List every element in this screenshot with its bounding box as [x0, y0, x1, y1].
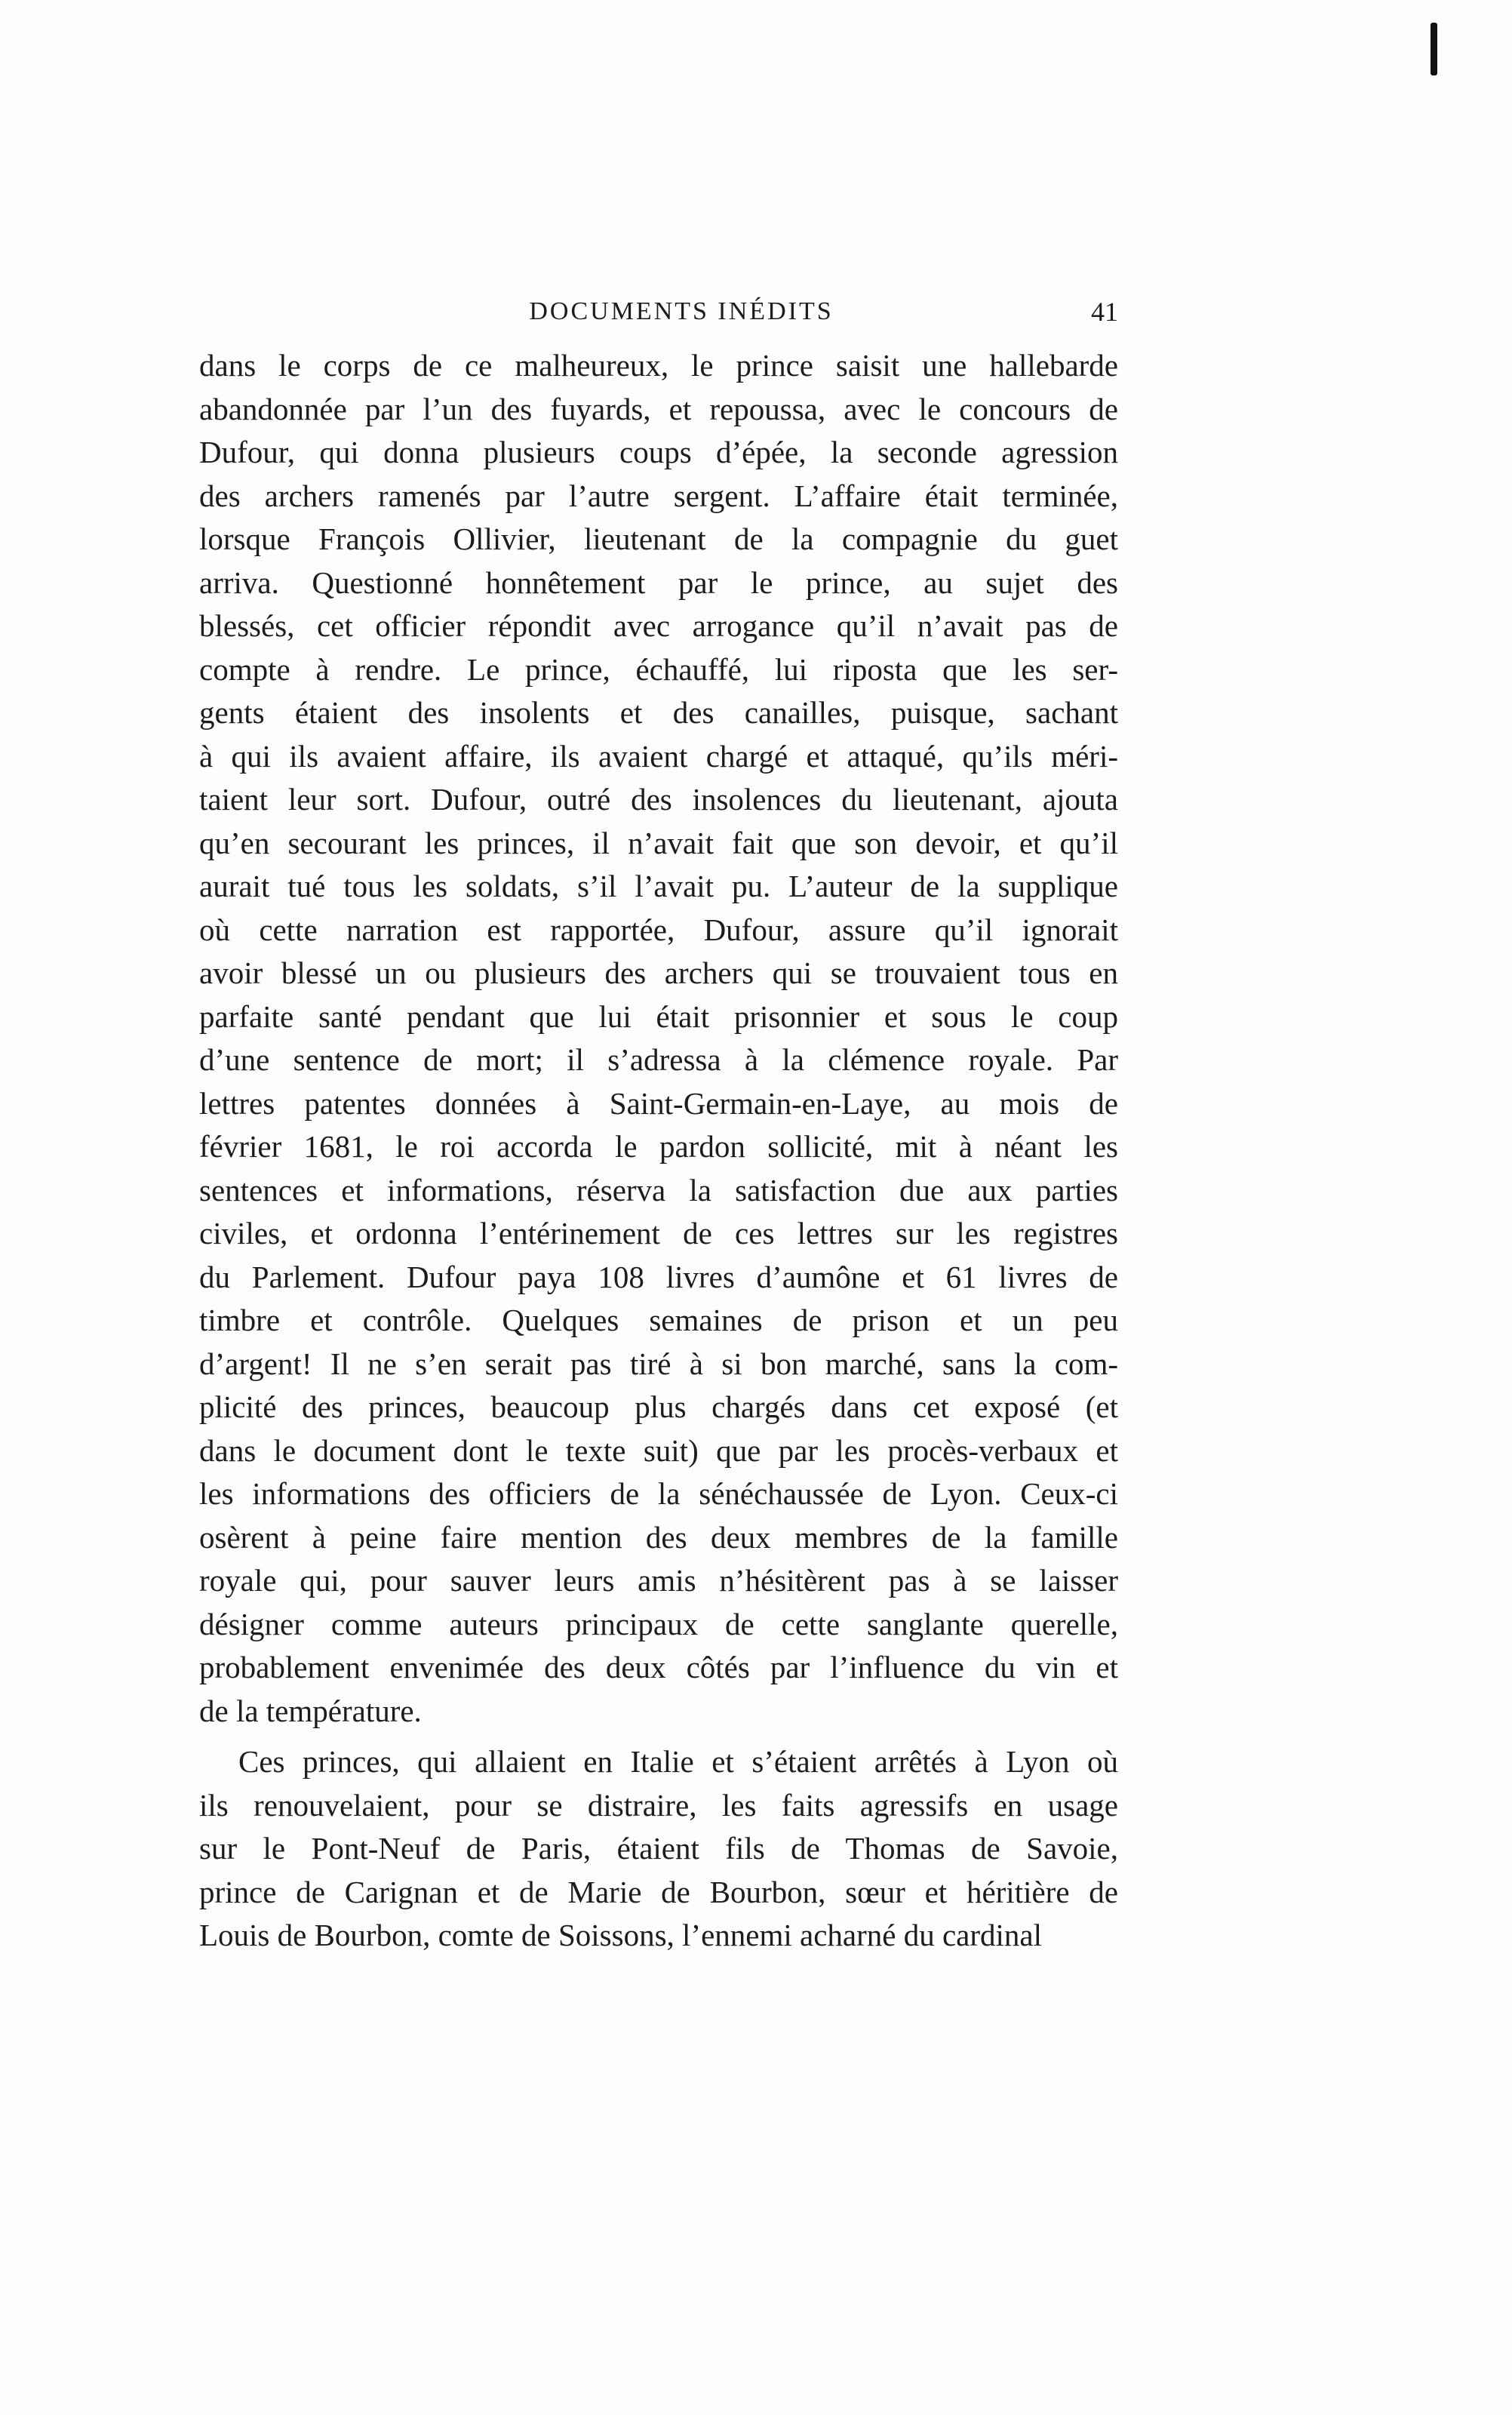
text-line: civiles, et ordonna l’entérinement de ces lettres sur les registres: [199, 1216, 1118, 1251]
page-edge-mark: [1431, 23, 1437, 75]
text-line: Louis de Bourbon, comte de Soissons, l’ennemi acharné du cardinal: [199, 1918, 1042, 1952]
text-line: blessés, cet officier répondit avec arrogance qu’il n’avait pas de: [199, 608, 1118, 643]
text-line: des archers ramenés par l’autre sergent. L’affaire était terminée,: [199, 478, 1118, 513]
text-line: du Parlement. Dufour paya 108 livres d’aumône et 61 livres de: [199, 1259, 1118, 1294]
paragraph: [199, 344, 1118, 1733]
text-line: sur le Pont-Neuf de Paris, étaient fils de Thomas de Savoie,: [199, 1831, 1118, 1866]
text-line: compte à rendre. Le prince, échauffé, lui riposta que les ser-: [199, 651, 1118, 687]
text-line: désigner comme auteurs principaux de cette sanglante querelle,: [199, 1606, 1118, 1641]
text-line: abandonnée par l’un des fuyards, et repoussa, avec le concours de: [199, 391, 1118, 426]
text-line: à qui ils avaient affaire, ils avaient chargé et attaqué, qu’ils méri-: [199, 738, 1118, 774]
paragraph: [199, 1740, 1118, 1958]
text-line: Dufour, qui donna plusieurs coups d’épée, la seconde agression: [199, 435, 1118, 469]
text-line: de la température.: [199, 1693, 422, 1728]
text-line: où cette narration est rapportée, Dufour, assure qu’il ignorait: [199, 912, 1118, 947]
page-number: 41: [1091, 297, 1118, 327]
text-line: arriva. Questionné honnêtement par le prince, au sujet des: [199, 565, 1118, 600]
text-line: d’argent! Il ne s’en serait pas tiré à si bon marché, sans la com-: [199, 1346, 1118, 1381]
text-line: parfaite santé pendant que lui était prisonnier et sous le coup: [199, 998, 1118, 1034]
text-line: les informations des officiers de la sénéchaussée de Lyon. Ceux-ci: [199, 1476, 1118, 1511]
text-line: probablement envenimée des deux côtés par l’influence du vin et: [199, 1650, 1118, 1684]
text-line: osèrent à peine faire mention des deux membres de la famille: [199, 1519, 1118, 1555]
running-head: [199, 293, 1118, 331]
text-line: dans le corps de ce malheureux, le prince saisit une hallebarde: [199, 348, 1118, 383]
text-line: Ces princes, qui allaient en Italie et s’étaient arrêtés à Lyon où: [238, 1744, 1118, 1779]
text-line: gents étaient des insolents et des canailles, puisque, sachant: [199, 695, 1118, 730]
text-line: plicité des princes, beaucoup plus chargés dans cet exposé (et: [199, 1389, 1118, 1424]
text-line: prince de Carignan et de Marie de Bourbon, sœur et héritière de: [199, 1874, 1118, 1909]
text-line: avoir blessé un ou plusieurs des archers qui se trouvaient tous en: [199, 955, 1118, 990]
paragraph-gap: [199, 1733, 1118, 1740]
text-line: ils renouvelaient, pour se distraire, les faits agressifs en usage: [199, 1787, 1118, 1823]
text-line: timbre et contrôle. Quelques semaines de prison et un peu: [199, 1303, 1118, 1337]
text-line: qu’en secourant les princes, il n’avait fait que son devoir, et qu’il: [199, 825, 1118, 860]
text-line: sentences et informations, réserva la satisfaction due aux parties: [199, 1172, 1118, 1208]
text-line: lettres patentes données à Saint-Germain-en-Laye, au mois de: [199, 1085, 1118, 1121]
text-line: taient leur sort. Dufour, outré des insolences du lieutenant, ajouta: [199, 782, 1118, 817]
text-line: dans le document dont le texte suit) que par les procès-verbaux et: [199, 1432, 1118, 1468]
text-line: d’une sentence de mort; il s’adressa à la clémence royale. Par: [199, 1042, 1118, 1077]
text-line: février 1681, le roi accorda le pardon sollicité, mit à néant les: [199, 1129, 1118, 1164]
body-text: [199, 344, 1118, 1958]
text-line: royale qui, pour sauver leurs amis n’hésitèrent pas à se laisser: [199, 1563, 1118, 1598]
running-title: DOCUMENTS INÉDITS: [529, 297, 834, 325]
text-line: lorsque François Ollivier, lieutenant de la compagnie du guet: [199, 521, 1118, 556]
text-line: aurait tué tous les soldats, s’il l’avait pu. L’auteur de la supplique: [199, 869, 1118, 903]
